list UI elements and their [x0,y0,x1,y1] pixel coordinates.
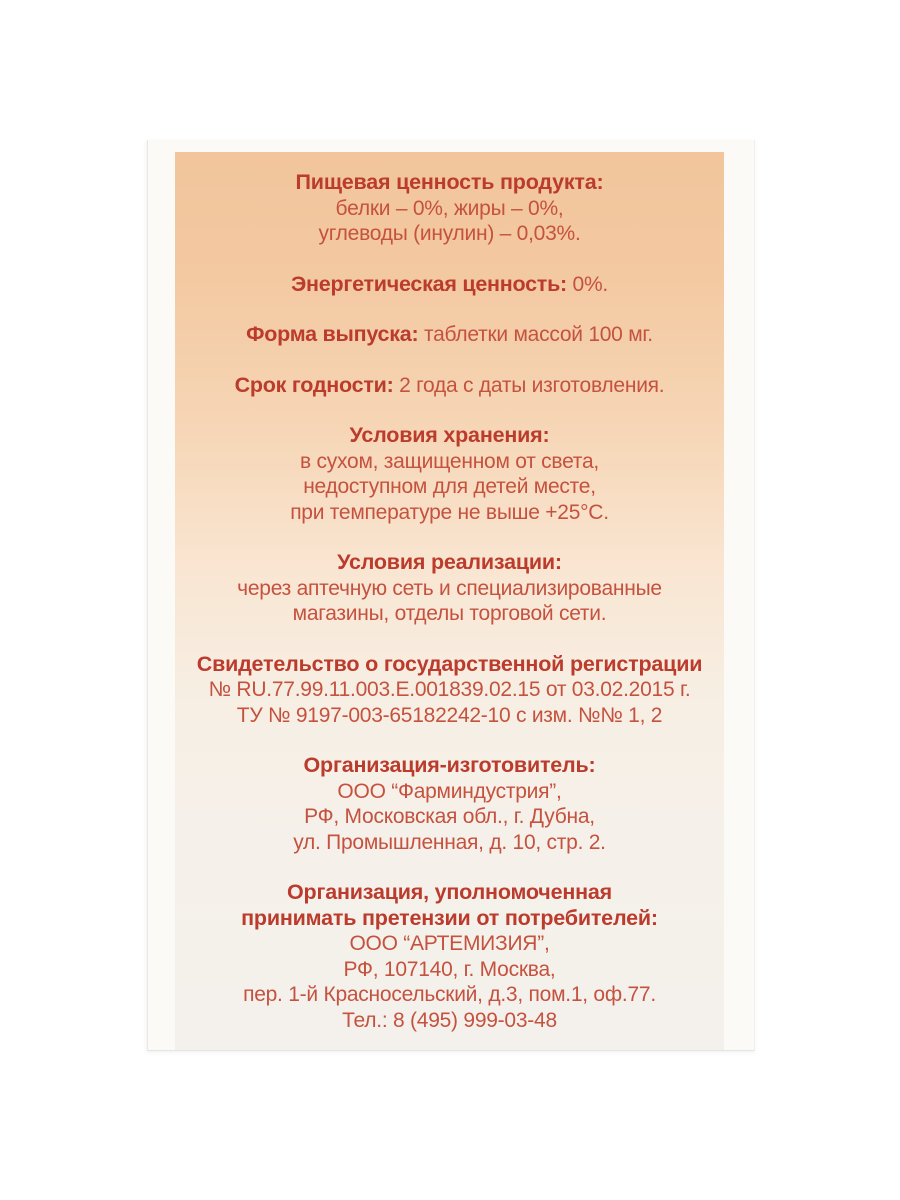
section-heading: Пищевая ценность продукта: [295,170,604,194]
label-line: ТУ № 9197-003-65182242-10 с изм. №№ 1, 2 [236,703,663,727]
label-line [175,322,724,348]
label-line-text: 2 года с даты изготовления. [393,373,665,397]
label-line: ООО “Фарминдустрия”, [337,779,562,803]
label-line-text: 0%. [566,272,608,296]
label-section [175,550,724,627]
section-heading-inline: Энергетическая ценность: [291,271,567,296]
label-section [175,322,724,348]
label-line: магазины, отделы торговой сети. [292,602,607,625]
label-line-text: таблетки массой 100 мг. [418,323,653,346]
label-line: РФ, 107140, г. Москва, [343,957,556,981]
section-heading: Организация-изготовитель: [303,753,596,777]
label-section [175,423,724,525]
label-section [175,373,724,399]
label-line: в сухом, защищенном от света, [300,449,599,473]
label-line: при температуре не выше +25°С. [290,500,609,524]
section-heading: принимать претензии от потребителей: [241,905,658,930]
label-line: Тел.: 8 (495) 999-03-48 [342,1008,557,1032]
section-heading: Условия реализации: [337,550,562,574]
section-heading: Организация, уполномоченная [286,880,613,904]
section-heading-inline: Срок годности: [234,372,394,397]
label-section [175,170,724,247]
label-line [175,373,724,399]
label-line: углеводы (инулин) – 0,03%. [318,222,581,245]
section-heading-inline: Форма выпуска: [246,322,419,346]
product-label [175,152,724,1050]
label-line: недоступном для детей месте, [303,475,596,498]
label-line [175,272,724,298]
section-heading: Свидетельство о государственной регистрации [196,651,703,676]
section-heading: Условия хранения: [349,423,550,447]
label-line: РФ, Московская обл., г. Дубна, [304,805,595,828]
label-line: через аптечную сеть и специализированные [237,576,662,600]
label-section [175,652,724,729]
label-section [175,880,724,1033]
label-line: пер. 1-й Красносельский, д.3, пом.1, оф.77. [243,983,656,1006]
label-section [175,272,724,298]
label-line: № RU.77.99.11.003.Е.001839.02.15 от 03.02.2015 г. [208,678,691,701]
label-line: ООО “АРТЕМИЗИЯ”, [349,932,550,955]
label-section [175,753,724,855]
label-line: белки – 0%, жиры – 0%, [335,196,564,220]
product-box [147,140,755,1051]
label-line: ул. Промышленная, д. 10, стр. 2. [293,830,606,854]
